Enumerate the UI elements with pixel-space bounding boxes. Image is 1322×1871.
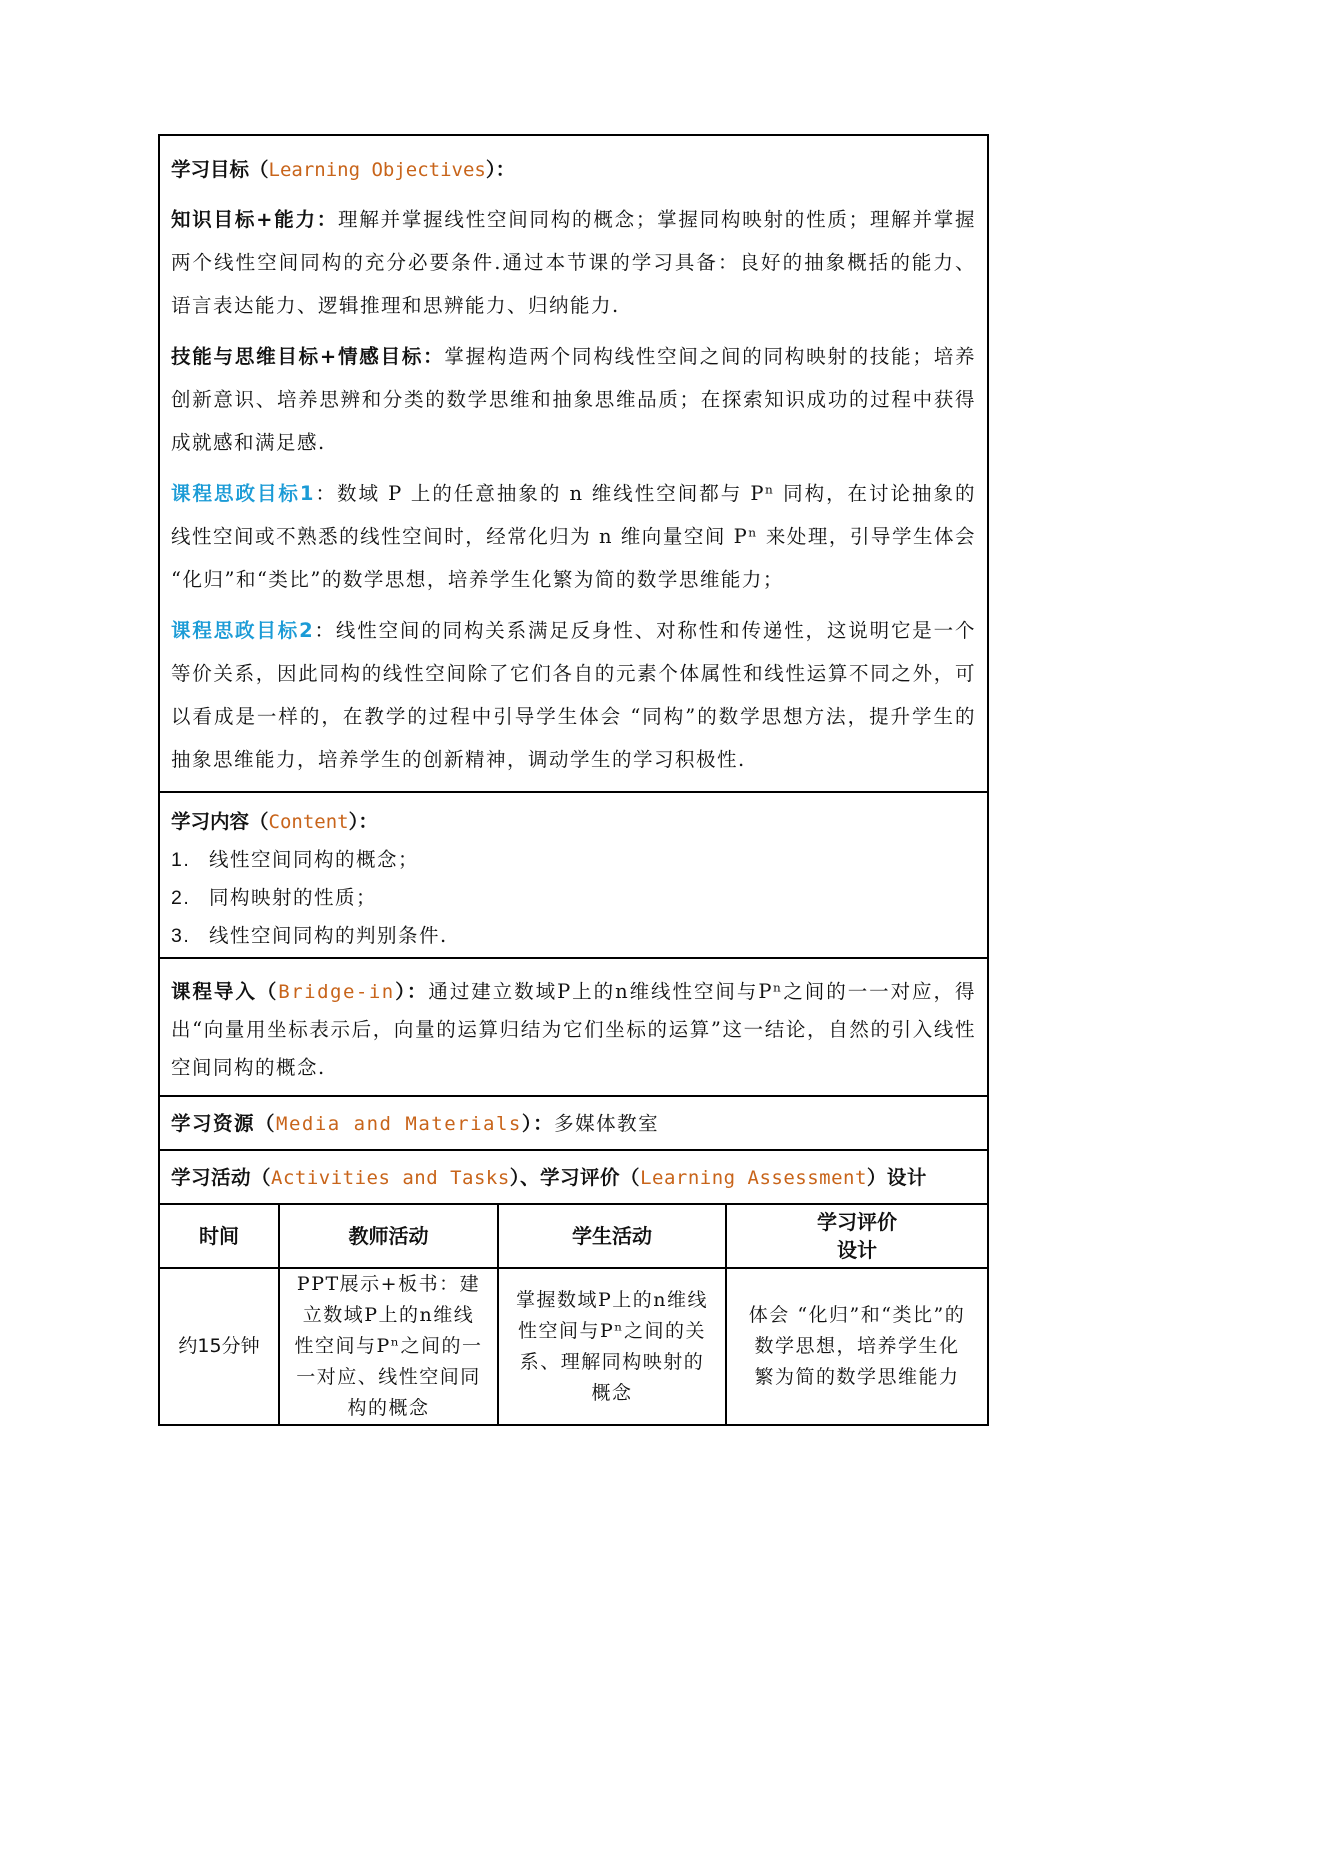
- header-student-activity: 学生活动: [498, 1205, 726, 1268]
- content-list: [171, 841, 976, 955]
- activities-table: [160, 1205, 987, 1424]
- header-time: 时间: [160, 1205, 279, 1268]
- bridge-in-text: 课程导入（Bridge-in）：通过建立数域P上的n维线性空间与Pⁿ之间的一一对应，得出“向量用坐标表示后，向量的运算归结为它们坐标的运算”这一结论，自然的引入线性空间同构的概念.: [171, 980, 976, 1079]
- cell-assessment: 体会 “化归”和“类比”的数学思想，培养学生化繁为简的数学思维能力: [726, 1268, 987, 1424]
- table-header-row: [160, 1205, 987, 1268]
- content-section: [160, 793, 987, 959]
- list-item: 3. 线性空间同构的判别条件.: [171, 924, 448, 947]
- media-section: [160, 1097, 987, 1151]
- skill-objective: 技能与思维目标+情感目标：掌握构造两个同构线性空间之间的同构映射的技能；培养创新意识、培养思辨和分类的数学思维和抽象思维品质；在探索知识成功的过程中获得成就感和满足感.: [171, 345, 976, 454]
- cell-student-activity: 掌握数域P上的n维线性空间与Pⁿ之间的关系、理解同构映射的概念: [498, 1268, 726, 1424]
- table-row: [160, 1268, 987, 1424]
- objectives-heading: 学习目标（Learning Objectives）：: [171, 158, 516, 181]
- knowledge-objective: 知识目标+能力：理解并掌握线性空间同构的概念；掌握同构映射的性质；理解并掌握两个线性空间同构的充分必要条件.通过本节课的学习具备：良好的抽象概括的能力、语言表达能力、逻辑推理和思辨能力、归纳能力.: [171, 208, 976, 317]
- lesson-plan-sheet: [158, 134, 989, 1426]
- list-item: 2. 同构映射的性质；: [171, 886, 378, 909]
- cell-teacher-activity: PPT展示+板书：建立数域P上的n维线性空间与Pⁿ之间的一一对应、线性空间同构的概念: [279, 1268, 498, 1424]
- ideological-objective-1: 课程思政目标1：数域 P 上的任意抽象的 n 维线性空间都与 Pⁿ 同构，在讨论抽象的线性空间或不熟悉的线性空间时，经常化归为 n 维向量空间 Pⁿ 来处理，引导学生体会 “化归”和“类比”的数学思想，培养学生化繁为简的数学思维能力；: [171, 482, 976, 591]
- activities-heading-section: [160, 1151, 987, 1205]
- content-heading: 学习内容（Content）：: [171, 810, 378, 833]
- media-text: 学习资源（Media and Materials）：多媒体教室: [171, 1112, 660, 1135]
- list-item: 1. 线性空间同构的概念；: [171, 848, 420, 871]
- activities-table-section: [160, 1205, 987, 1424]
- activities-heading: 学习活动（Activities and Tasks）、学习评价（Learning Assessment）设计: [171, 1166, 927, 1189]
- bridge-in-section: [160, 959, 987, 1097]
- objectives-section: [160, 136, 987, 793]
- header-teacher-activity: 教师活动: [279, 1205, 498, 1268]
- header-assessment: 学习评价 设计: [726, 1205, 987, 1268]
- ideological-objective-2: 课程思政目标2：线性空间的同构关系满足反身性、对称性和传递性，这说明它是一个等价关系，因此同构的线性空间除了它们各自的元素个体属性和线性运算不同之外，可以看成是一样的，在教学的过程中引导学生体会 “同构”的数学思想方法，提升学生的抽象思维能力，培养学生的创新精神，调动学生的学习积极性.: [171, 619, 976, 771]
- cell-time: 约15分钟: [160, 1268, 279, 1424]
